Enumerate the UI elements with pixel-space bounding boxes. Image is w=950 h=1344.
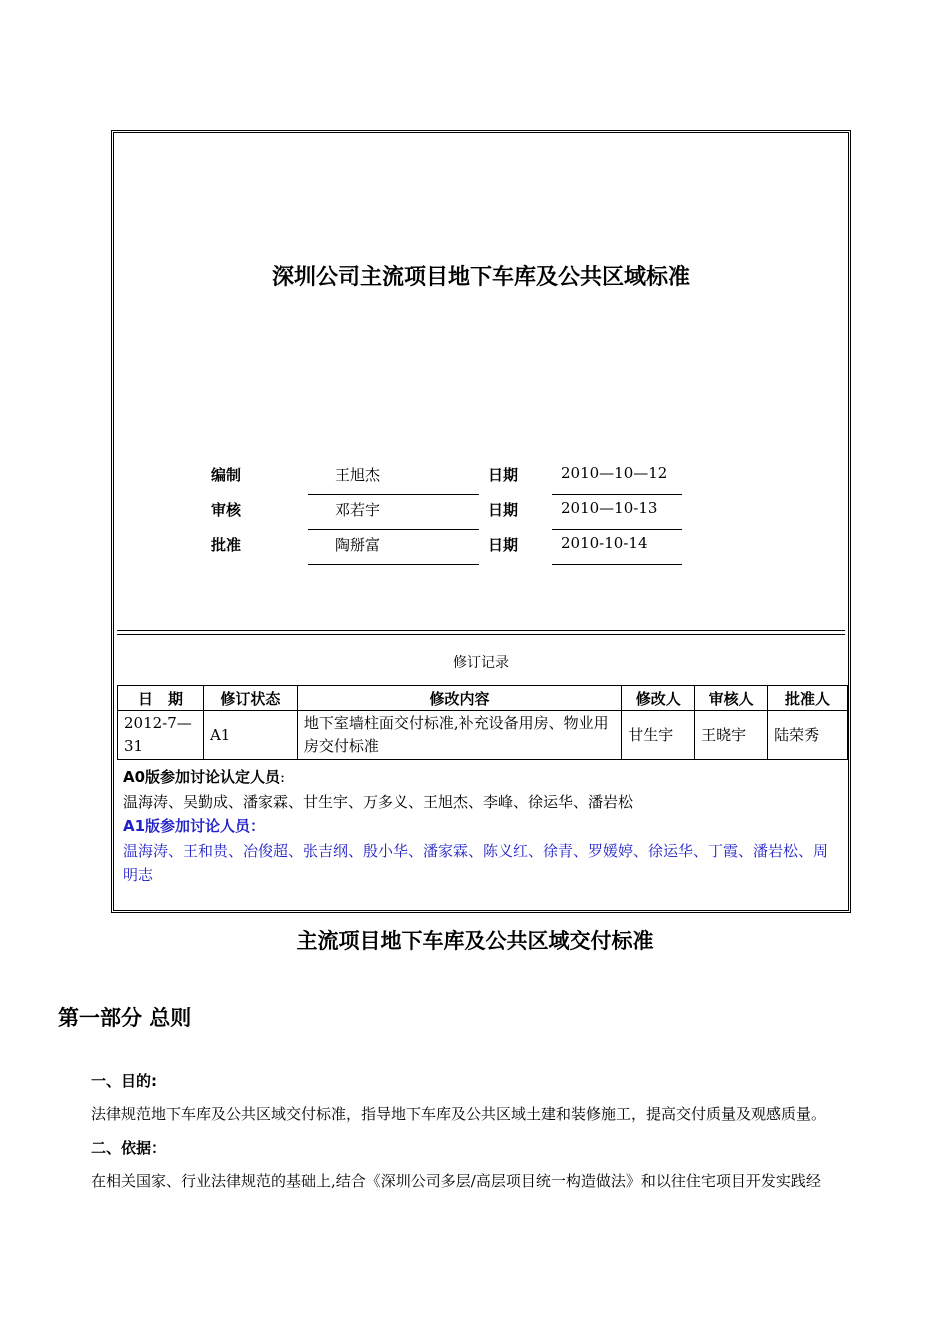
a0-names: 温海涛、吴勤成、潘家霖、甘生宇、万多义、王旭杰、李峰、徐运华、潘岩松 bbox=[123, 792, 634, 811]
signoff-label-review: 审核 bbox=[211, 501, 242, 519]
header-content: 修改内容 bbox=[297, 686, 621, 711]
section-heading-basis: 二、依据： bbox=[91, 1139, 167, 1157]
cell-status: A1 bbox=[203, 711, 297, 760]
signoff-date-compile: 2010—10—12 bbox=[561, 464, 668, 482]
signoff-name-compile: 王旭杰 bbox=[335, 466, 381, 484]
signoff-date-approve: 2010-10-14 bbox=[561, 534, 648, 552]
cover-title: 深圳公司主流项目地下车库及公共区域标准 bbox=[271, 265, 690, 290]
document-title: 主流项目地下车库及公共区域交付标准 bbox=[296, 929, 654, 953]
signoff-date-label-approve: 日期 bbox=[488, 536, 519, 554]
signoff-underline bbox=[308, 529, 479, 530]
signoff-underline bbox=[552, 494, 682, 495]
a0-heading bbox=[123, 765, 838, 790]
signoff-underline bbox=[552, 564, 682, 565]
table-header-row bbox=[118, 686, 848, 711]
section-divider bbox=[117, 630, 845, 635]
cell-reviewer: 王晓宇 bbox=[695, 711, 768, 760]
revision-title: 修订记录 bbox=[453, 655, 509, 671]
signoff-date-review: 2010—10-13 bbox=[561, 499, 658, 517]
a0-colon: : bbox=[280, 768, 286, 786]
header-modifier: 修改人 bbox=[622, 686, 695, 711]
cell-content: 地下室墙柱面交付标准,补充设备用房、物业用房交付标准 bbox=[297, 711, 621, 760]
participants-block bbox=[123, 765, 838, 888]
table-row bbox=[118, 711, 848, 760]
a0-label: A0版参加讨论认定人员 bbox=[123, 768, 281, 786]
section-heading-purpose: 一、目的: bbox=[91, 1072, 157, 1090]
cell-modifier: 甘生宇 bbox=[622, 711, 695, 760]
signoff-name-approve: 陶掰富 bbox=[335, 536, 381, 554]
signoff-label-compile: 编制 bbox=[211, 466, 242, 484]
signoff-date-label-review: 日期 bbox=[488, 501, 519, 519]
cover-frame bbox=[111, 130, 851, 913]
signoff-date-label-compile: 日期 bbox=[488, 466, 519, 484]
revision-table bbox=[117, 685, 848, 760]
signoff-underline bbox=[552, 529, 682, 530]
cell-approver: 陆荣秀 bbox=[768, 711, 848, 760]
section-text-basis: 在相关国家、行业法律规范的基础上,结合《深圳公司多层/高层项目统一构造做法》和以往住宅项目开发实践经 bbox=[91, 1172, 821, 1190]
header-reviewer: 审核人 bbox=[695, 686, 768, 711]
signoff-label-approve: 批准 bbox=[211, 536, 242, 554]
a1-label: A1版参加讨论人员： bbox=[123, 817, 266, 835]
section-text-purpose: 法律规范地下车库及公共区域交付标准，指导地下车库及公共区域土建和装修施工，提高交付质量及观感质量。 bbox=[91, 1105, 827, 1123]
cell-date: 2012-7—31 bbox=[118, 711, 204, 760]
header-status: 修订状态 bbox=[203, 686, 297, 711]
header-date: 日 期 bbox=[118, 686, 204, 711]
a1-names: 温海涛、王和贵、冶俊超、张吉纲、殷小华、潘家霖、陈义红、徐青、罗媛婷、徐运华、丁霞、潘岩松、周明志 bbox=[123, 841, 829, 884]
part-heading: 第一部分 总则 bbox=[58, 1006, 192, 1030]
header-approver: 批准人 bbox=[768, 686, 848, 711]
signoff-underline bbox=[308, 564, 479, 565]
signoff-name-review: 邓若宇 bbox=[335, 501, 381, 519]
signoff-underline bbox=[308, 494, 479, 495]
